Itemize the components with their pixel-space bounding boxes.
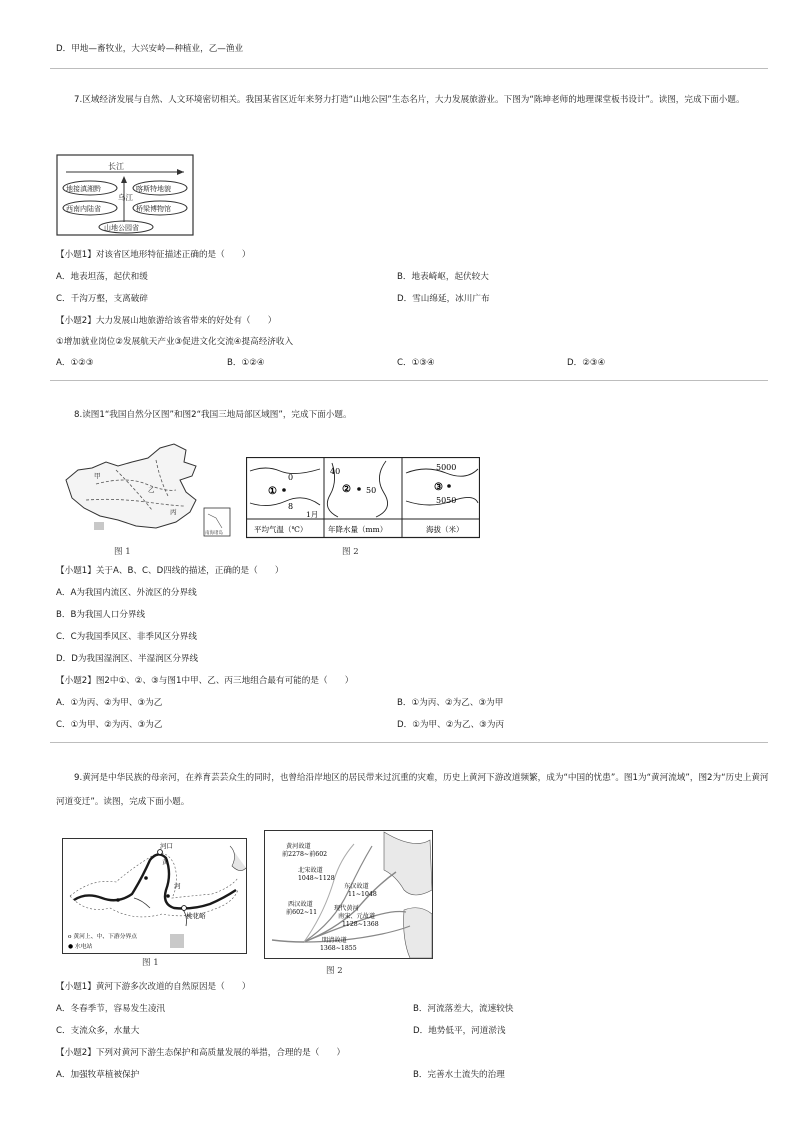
fig2-p1-mark: ① — [268, 486, 277, 497]
fig1-label-hekou: 河口 — [160, 842, 173, 850]
q8-fig2 — [246, 457, 480, 539]
fig2-label-2b: 1048~1128 — [298, 875, 335, 882]
fig2-p2-point — [357, 487, 361, 491]
q8-sub2-option-b[interactable]: B．①为丙、②为乙、③为甲 — [397, 698, 504, 708]
q7-sub1-option-a[interactable]: A．地表坦荡，起伏和缓 — [56, 272, 148, 282]
fig2-p3-point — [447, 484, 451, 488]
q7-intro: 7.区域经济发展与自然、人文环境密切相关。我国某省区近年来努力打造“山地公园”生态名片，大力发展旅游业。下图为“陈坤老师的地理课堂板书设计”。读图，完成下面小题。 — [74, 95, 745, 105]
fig2-p3-iso-top: 5000 — [436, 463, 457, 472]
fig1-legend-2: ● 水电站 — [68, 944, 93, 950]
fig1-label-huang: 黄 — [162, 858, 169, 866]
fig-river-mid: 乌江 — [118, 193, 133, 202]
fig2-p1-iso-bottom: 8 — [288, 502, 294, 511]
fig2-p3-iso-bottom: 5050 — [436, 496, 457, 505]
fig2-label-1a: 黄河故道 — [286, 843, 311, 850]
map-legend-block — [94, 522, 104, 530]
q8-sub2-option-a[interactable]: A．①为丙、②为甲、③为乙 — [56, 698, 163, 708]
fig1-legend-block — [170, 934, 184, 948]
q7-sub1-option-d[interactable]: D．雪山绵延，冰川广布 — [397, 294, 490, 304]
fig1-label-taohuayu: 桃花峪 — [186, 912, 206, 920]
q8-sub1-option-b[interactable]: B．B为我国人口分界线 — [56, 610, 146, 620]
q8-sub1-option-c[interactable]: C．C为我国季风区、非季风区分界线 — [56, 632, 197, 642]
fig2-label-4a: 西汉故道 — [288, 901, 313, 908]
fig1-label-he: 河 — [174, 882, 181, 890]
q7-sub2-option-c[interactable]: C．①③④ — [397, 358, 435, 368]
q9-sub1-option-b[interactable]: B．河流落差大，流速较快 — [413, 1004, 514, 1014]
q8-sub1-option-d[interactable]: D．D为我国湿润区、半湿润区分界线 — [56, 654, 199, 664]
fig2-label-6a: 南宋、元故道 — [338, 913, 376, 920]
fig2-label-4b: 前602~11 — [286, 909, 318, 916]
divider — [50, 380, 768, 381]
fig2-p2-iso-top: 40 — [330, 467, 341, 476]
map-label-bing: 丙 — [170, 508, 177, 516]
fig2-p1-label: 平均气温（℃） — [254, 525, 308, 534]
divider — [50, 68, 768, 69]
q8-intro: 8.读图1“我国自然分区图”和图2“我国三地局部区域图”，完成下面小题。 — [74, 410, 352, 420]
map-label-jia: 甲 — [94, 472, 101, 480]
q9-fig1-map — [62, 838, 248, 954]
q8-fig1-caption: 图 1 — [114, 547, 131, 557]
q6-option-d[interactable]: D．甲地—畜牧业，大兴安岭—种植业，乙—渔业 — [56, 44, 244, 54]
fig-right-oval-1: 喀斯特地貌 — [136, 185, 171, 193]
fig2-p3-label: 海拔（米） — [426, 525, 464, 534]
q8-fig1-map — [56, 440, 236, 540]
q7-sub2-option-a[interactable]: A．①②③ — [56, 358, 94, 368]
q8-fig2-caption: 图 2 — [342, 547, 359, 557]
q7-sub1-option-b[interactable]: B．地表崎岖，起伏较大 — [397, 272, 489, 282]
q7-sub1-option-c[interactable]: C．千沟万壑，支离破碎 — [56, 294, 148, 304]
fig2-p3-mark: ③ — [434, 482, 443, 493]
q7-sub2-option-d[interactable]: D．②③④ — [567, 358, 606, 368]
q8-sub2-option-d[interactable]: D．①为甲、②为乙、③为丙 — [397, 720, 505, 730]
q9-sub2-option-a[interactable]: A．加强牧草植被保护 — [56, 1070, 140, 1080]
q8-sub2-stem: 【小题2】图2中①、②、③与图1中甲、乙、丙三地组合最有可能的是（ ） — [56, 676, 354, 686]
divider — [50, 742, 768, 743]
q9-sub1-option-a[interactable]: A．冬春季节，容易发生凌汛 — [56, 1004, 166, 1014]
q8-sub2-option-c[interactable]: C．①为甲、②为丙、③为乙 — [56, 720, 163, 730]
fig2-label-5a: 现代黄河 — [334, 905, 359, 912]
q7-sub2-stem: 【小题2】大力发展山地旅游给该省带来的好处有（ ） — [56, 316, 277, 326]
q9-sub1-option-d[interactable]: D．地势低平，河道淤浅 — [413, 1026, 506, 1036]
q9-sub2-option-b[interactable]: B．完善水土流失的治理 — [413, 1070, 505, 1080]
fig2-p2-mark: ② — [342, 484, 351, 495]
fig2-label-2a: 北宋故道 — [298, 867, 323, 874]
q7-sub2-choices: ①增加就业岗位②发展航天产业③促进文化交流④提高经济收入 — [56, 337, 294, 347]
fig2-label-7b: 1368~1855 — [320, 945, 357, 952]
q9-sub2-stem: 【小题2】下列对黄河下游生态保护和高质量发展的举措，合理的是（ ） — [56, 1048, 346, 1058]
q7-sub1-stem: 【小题1】对该省区地形特征描述正确的是（ ） — [56, 250, 251, 260]
q9-intro: 9.黄河是中华民族的母亲河，在养育芸芸众生的同时，也曾给沿岸地区的居民带来过沉重的灾难，历史上黄河下游改道频繁，成为“中国的忧患”。图1为“黄河流域”，图2为“历史上黄河河道变迁”。读图，完成下面小题。 — [56, 773, 769, 807]
map-inset-label: 南海诸岛 — [205, 531, 223, 536]
fig2-p2-iso-right: 50 — [366, 486, 377, 495]
fig2-p1-month: 1月 — [306, 510, 319, 519]
fig1-legend-1: o 黄河上、中、下游分界点 — [68, 934, 138, 940]
q9-sub1-option-c[interactable]: C．支流众多，水量大 — [56, 1026, 140, 1036]
fig-bottom-oval: 山地公园省 — [104, 224, 139, 232]
fig-river-top: 长江 — [108, 162, 124, 171]
q9-fig1-caption: 图 1 — [142, 958, 159, 968]
map-label-yi: 乙 — [148, 486, 155, 494]
fig2-label-3b: 11~1048 — [348, 891, 377, 898]
q8-sub1-stem: 【小题1】关于A、B、C、D四线的描述，正确的是（ ） — [56, 566, 284, 576]
q9-sub1-stem: 【小题1】黄河下游多次改道的自然原因是（ ） — [56, 982, 251, 992]
fig2-label-7a: 明清故道 — [322, 937, 347, 944]
fig2-label-6b: 1128~1368 — [342, 921, 379, 928]
q7-sub2-option-b[interactable]: B．①②④ — [227, 358, 265, 368]
fig-right-oval-2: 桥梁博物馆 — [136, 205, 171, 213]
fig2-label-1b: 前2278~前602 — [282, 851, 328, 858]
fig2-p1-point — [282, 488, 286, 492]
fig2-p2-label: 年降水量（mm） — [328, 525, 388, 534]
fig2-label-3a: 东汉故道 — [344, 883, 369, 890]
fig-left-oval-1: 地接滇湘黔 — [66, 185, 101, 193]
q8-sub1-option-a[interactable]: A．A为我国内流区、外流区的分界线 — [56, 588, 197, 598]
q7-figure — [56, 154, 196, 240]
q9-fig2-map — [264, 830, 434, 960]
fig2-p1-iso-top: 0 — [288, 473, 294, 482]
fig-left-oval-2: 西南内陆省 — [66, 205, 101, 213]
q9-fig2-caption: 图 2 — [326, 966, 343, 976]
